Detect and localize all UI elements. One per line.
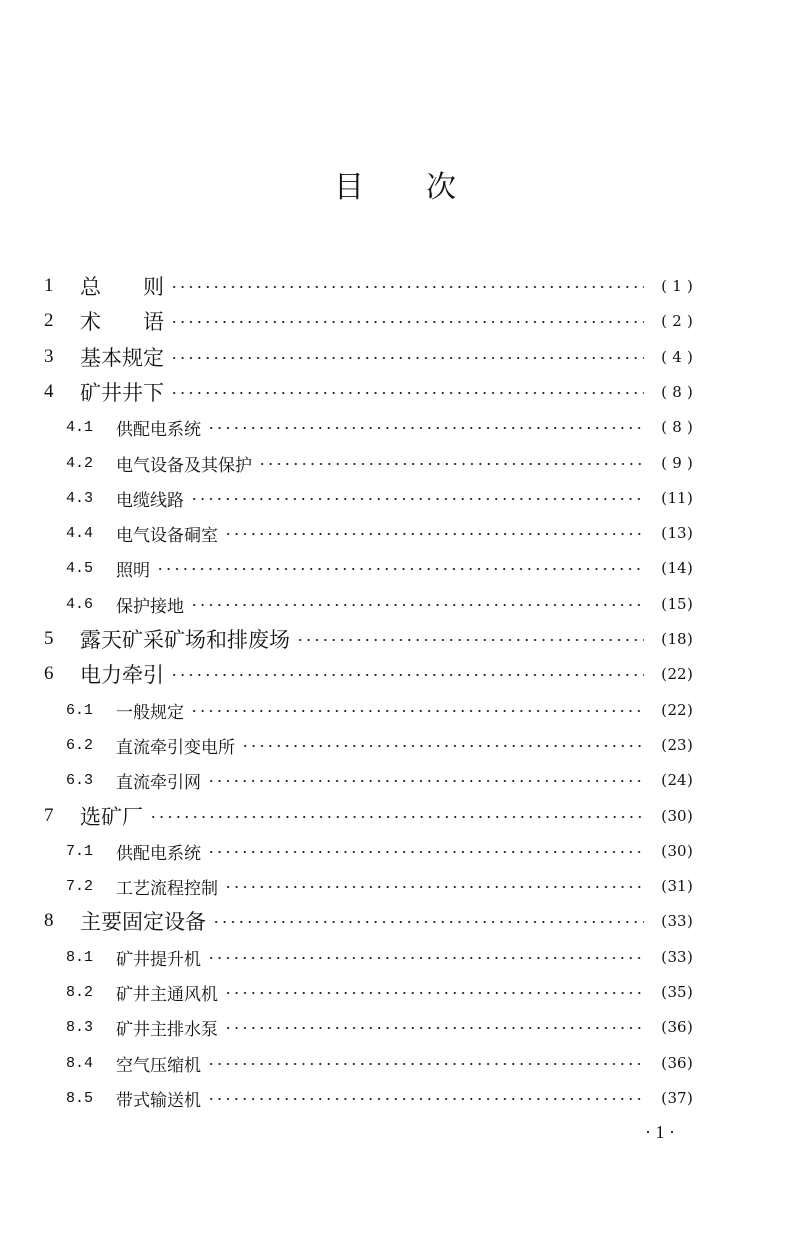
toc-entry-number: 4.6 (66, 595, 94, 613)
toc-entry-page-number: 37 (667, 1089, 687, 1107)
toc-entry-number: 4.3 (66, 489, 94, 507)
toc-entry-number: 7.1 (66, 842, 94, 860)
toc-entry-page-number: 1 (672, 277, 682, 295)
toc-entry-number: 8.1 (66, 948, 94, 966)
toc-entry-page: (30) (661, 842, 693, 860)
toc-entry-page: (13) (661, 524, 693, 542)
toc-entry-page-number: 30 (667, 807, 687, 825)
toc-entry[interactable] (66, 975, 704, 1009)
toc-entry[interactable] (66, 693, 704, 727)
toc-entry-number: 6 (44, 663, 54, 684)
toc-entry-page-number: 13 (667, 524, 687, 542)
toc-entry-page: (35) (661, 983, 693, 1001)
toc-entry-number: 6.1 (66, 701, 94, 719)
dot-leader (170, 286, 644, 288)
toc-entry-number: 4.1 (66, 418, 94, 436)
toc-entry-number: 8.3 (66, 1018, 94, 1036)
toc-entry[interactable] (44, 304, 704, 338)
toc-entry[interactable] (66, 410, 704, 444)
toc-entry-page-number: 36 (667, 1018, 687, 1036)
toc-entry-page-number: 22 (667, 701, 687, 719)
dot-leader (149, 816, 644, 818)
toc-entry-page: ( 1 ) (661, 277, 693, 295)
toc-entry-page: (22) (661, 665, 693, 683)
dot-leader (212, 921, 644, 923)
dot-leader (170, 392, 644, 394)
toc-entry-page: ( 2 ) (661, 312, 693, 330)
toc-entry-page-number: 23 (667, 736, 687, 754)
toc-entry-page-number: 8 (672, 383, 682, 401)
toc-entry[interactable] (66, 940, 704, 974)
toc-entry[interactable] (66, 516, 704, 550)
toc-entry-number: 7 (44, 805, 54, 826)
toc-entry-number: 8.2 (66, 983, 94, 1001)
toc-entry-page-number: 24 (667, 771, 687, 789)
toc-entry-page-number: 35 (667, 983, 687, 1001)
toc-entry-page: (14) (661, 559, 693, 577)
toc-entry-page-number: 8 (672, 418, 682, 436)
toc-entry[interactable] (66, 1081, 704, 1115)
dot-leader (224, 533, 644, 535)
toc-entry-page-number: 2 (672, 312, 682, 330)
toc-entry-number: 8.4 (66, 1054, 94, 1072)
dot-leader (207, 780, 644, 782)
title-char-1: 目 (334, 170, 364, 205)
dot-leader (296, 639, 644, 641)
toc-entry-page: (33) (661, 912, 693, 930)
toc-entry[interactable] (66, 728, 704, 762)
toc-entry-title: 总 则 (80, 275, 164, 299)
toc-entry-number: 6.2 (66, 736, 94, 754)
toc-entry-page-number: 30 (667, 842, 687, 860)
toc-entry-page: ( 8 ) (661, 418, 693, 436)
toc-entry-title: 带式输送机 (116, 1090, 201, 1111)
dot-leader (207, 851, 644, 853)
toc-entry-page-number: 36 (667, 1054, 687, 1072)
toc-entry[interactable] (66, 869, 704, 903)
dot-leader (258, 463, 644, 465)
toc-entry-title: 露天矿采矿场和排废场 (80, 628, 290, 652)
dot-leader (207, 427, 644, 429)
dot-leader (224, 992, 644, 994)
toc-entry-title: 基本规定 (80, 346, 164, 370)
toc-entry-number: 8 (44, 910, 54, 931)
toc-entry-page-number: 18 (667, 630, 687, 648)
toc-entry-page: (30) (661, 807, 693, 825)
toc-entry-title: 一般规定 (116, 702, 184, 723)
toc-entry-title: 主要固定设备 (80, 910, 206, 934)
toc-entry-page: (33) (661, 948, 693, 966)
toc-entry-page-number: 14 (667, 559, 687, 577)
toc-entry-title: 供配电系统 (116, 843, 201, 864)
toc-entry-title: 空气压缩机 (116, 1055, 201, 1076)
dot-leader (207, 1098, 644, 1100)
toc-entry-page: (37) (661, 1089, 693, 1107)
toc-entry[interactable] (44, 622, 704, 656)
toc-entry[interactable] (66, 551, 704, 585)
toc-entry-number: 3 (44, 346, 54, 367)
toc-entry-title: 电气设备及其保护 (116, 455, 252, 476)
toc-entry[interactable] (44, 904, 704, 938)
toc-entry[interactable] (44, 269, 704, 303)
toc-entry[interactable] (66, 481, 704, 515)
toc-entry-title: 直流牵引网 (116, 772, 201, 793)
toc-entry-title: 保护接地 (116, 596, 184, 617)
toc-entry-number: 5 (44, 628, 54, 649)
toc-entry-title: 电力牵引 (80, 663, 164, 687)
toc-entry-page: (22) (661, 701, 693, 719)
toc-entry-title: 术 语 (80, 310, 164, 334)
toc-entry-page-number: 4 (672, 348, 682, 366)
toc-entry-page: (11) (661, 489, 693, 507)
toc-entry-number: 8.5 (66, 1089, 94, 1107)
dot-leader (224, 886, 644, 888)
dot-leader (241, 745, 644, 747)
title-char-2: 次 (426, 170, 456, 205)
toc-entry-number: 4.4 (66, 524, 94, 542)
toc-entry[interactable] (66, 587, 704, 621)
toc-entry-page-number: 15 (667, 595, 687, 613)
toc-entry-page: (15) (661, 595, 693, 613)
toc-entry-number: 4.5 (66, 559, 94, 577)
toc-entry-title: 选矿厂 (80, 805, 143, 829)
toc-entry-number: 4 (44, 381, 54, 402)
toc-entry-page: (24) (661, 771, 693, 789)
toc-entry-title: 电气设备硐室 (116, 525, 218, 546)
toc-entry-title: 矿井主排水泵 (116, 1019, 218, 1040)
toc-entry-page: (36) (661, 1018, 693, 1036)
toc-entry-title: 工艺流程控制 (116, 878, 218, 899)
toc-entry-title: 照明 (116, 560, 150, 581)
dot-leader (170, 674, 644, 676)
toc-entry-page: ( 4 ) (661, 348, 693, 366)
toc-entry[interactable] (44, 799, 704, 833)
dot-leader (170, 321, 644, 323)
dot-leader (207, 1063, 644, 1065)
toc-entry-page-number: 22 (667, 665, 687, 683)
toc-entry[interactable] (66, 763, 704, 797)
toc-entry[interactable] (66, 1046, 704, 1080)
toc-entry-number: 6.3 (66, 771, 94, 789)
page-number: · 1 · (645, 1122, 675, 1142)
toc-entry-number: 2 (44, 310, 54, 331)
toc-entry[interactable] (66, 834, 704, 868)
toc-entry[interactable] (44, 375, 704, 409)
toc-entry-title: 矿井主通风机 (116, 984, 218, 1005)
dot-leader (190, 710, 644, 712)
dot-leader (156, 568, 644, 570)
toc-entry-number: 7.2 (66, 877, 94, 895)
toc-entry-title: 直流牵引变电所 (116, 737, 235, 758)
toc-entry[interactable] (66, 1010, 704, 1044)
toc-entry-title: 矿井提升机 (116, 949, 201, 970)
toc-entry[interactable] (44, 657, 704, 691)
dot-leader (190, 604, 644, 606)
toc-entry-number: 1 (44, 275, 54, 296)
dot-leader (190, 498, 644, 500)
toc-entry-page-number: 11 (667, 489, 687, 507)
toc-entry-page: (36) (661, 1054, 693, 1072)
toc-entry-title: 矿井井下 (80, 381, 164, 405)
toc-entry[interactable] (66, 446, 704, 480)
toc-entry-page-number: 33 (667, 948, 687, 966)
toc-entry-page: (18) (661, 630, 693, 648)
dot-leader (224, 1027, 644, 1029)
toc-entry-title: 电缆线路 (116, 490, 184, 511)
dot-leader (170, 357, 644, 359)
toc-entry-page: ( 9 ) (661, 454, 693, 472)
toc-entry-title: 供配电系统 (116, 419, 201, 440)
dot-leader (207, 957, 644, 959)
toc-entry-page-number: 9 (672, 454, 682, 472)
toc-entry[interactable] (44, 340, 704, 374)
toc-entry-page: (23) (661, 736, 693, 754)
toc-entry-page-number: 31 (667, 877, 687, 895)
toc-entry-page: ( 8 ) (661, 383, 693, 401)
toc-entry-page: (31) (661, 877, 693, 895)
toc-entry-number: 4.2 (66, 454, 94, 472)
toc-entry-page-number: 33 (667, 912, 687, 930)
